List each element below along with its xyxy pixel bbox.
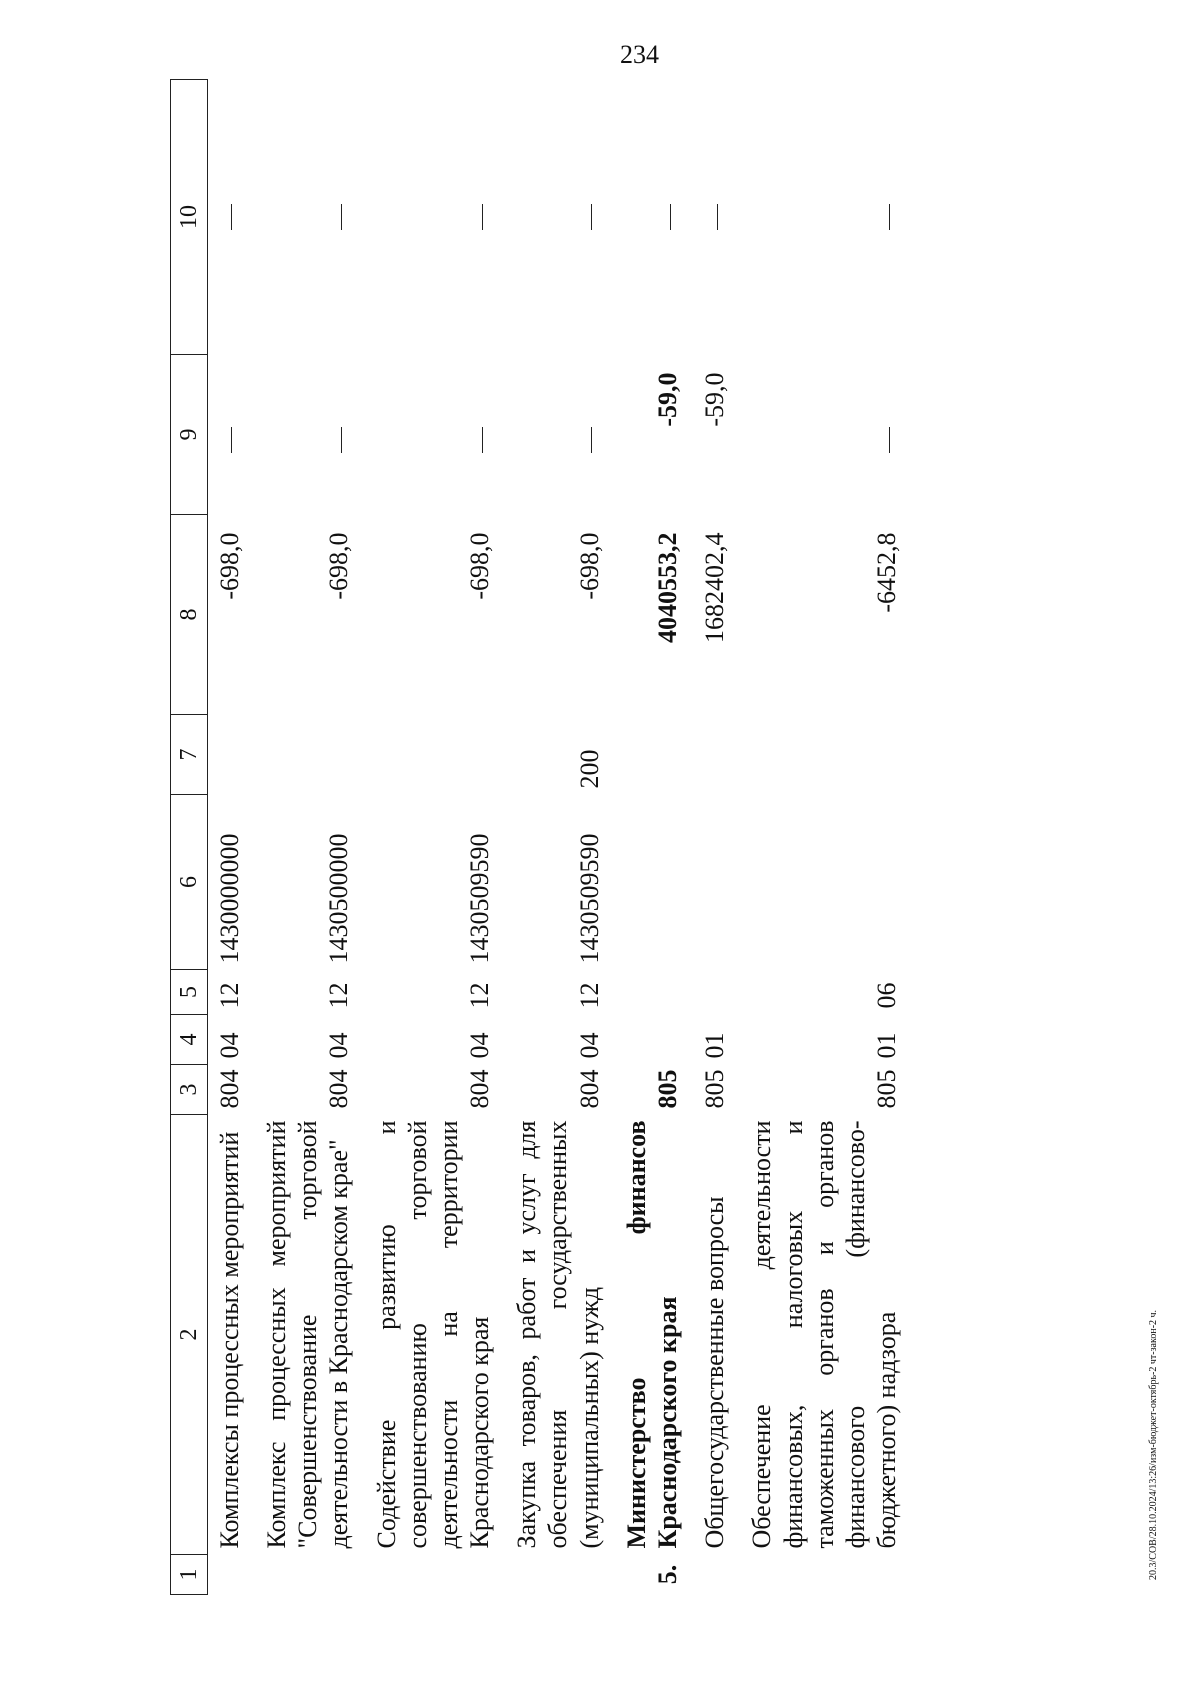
cell-col-2: Комплекс процессных мероприятий "Совершенствование торговой деятельности в Краснодарском крае" (261, 1120, 354, 1549)
dash-mark (341, 428, 342, 454)
header-cell-8: 8 (171, 515, 208, 715)
cell-col-2: Обеспечение деятельности финансовых, налоговых и таможенных органов и органов финансового (финансово-бюджетного) надзора (747, 1120, 902, 1549)
cell-col-5: 12 (324, 982, 354, 1009)
cell-col-10 (730, 80, 902, 355)
cell-col-5 (683, 970, 730, 1015)
cell-col-9 (245, 355, 355, 515)
header-cell-1: 1 (171, 1555, 208, 1595)
table-row (683, 80, 730, 1595)
header-cell-2: 2 (171, 1115, 208, 1555)
cell-col-8: -698,0 (324, 532, 354, 600)
cell-col-5 (605, 970, 683, 1015)
cell-col-3: 805 (872, 1069, 902, 1109)
cell-col-2: Комплексы процессных мероприятий (214, 1131, 244, 1549)
table-row (605, 80, 683, 1595)
cell-col-3: 804 (324, 1069, 354, 1109)
cell-col-1 (495, 1555, 605, 1595)
cell-col-5: 12 (214, 982, 244, 1009)
cell-col-7 (730, 715, 902, 795)
cell-col-3: 804 (574, 1069, 604, 1109)
dash-mark (482, 428, 483, 454)
table-row (495, 80, 605, 1595)
cell-col-2: Закупка товаров, работ и услуг для обеспечения государственных (муниципальных) нужд (512, 1120, 604, 1549)
budget-table (170, 79, 902, 1595)
cell-col-7 (605, 715, 683, 795)
cell-col-8: 4040553,2 (653, 532, 683, 643)
cell-col-7 (207, 715, 245, 795)
cell-col-1 (245, 1555, 355, 1595)
cell-col-4: 01 (700, 1032, 730, 1059)
cell-col-8: -698,0 (465, 532, 495, 600)
cell-col-10 (605, 80, 683, 355)
cell-col-5: 12 (574, 982, 604, 1009)
header-cell-3: 3 (171, 1065, 208, 1115)
header-cell-6: 6 (171, 795, 208, 970)
table-header (171, 80, 208, 1595)
cell-col-4 (605, 1015, 683, 1065)
cell-col-2: Общегосударственные вопросы (700, 1196, 730, 1549)
cell-col-6 (730, 795, 902, 970)
cell-col-4: 04 (465, 1032, 495, 1059)
cell-col-9: -59,0 (653, 372, 683, 427)
cell-col-6: 1430509590 (465, 833, 495, 964)
cell-col-9 (730, 355, 902, 515)
cell-col-7 (683, 715, 730, 795)
cell-col-7: 200 (574, 749, 604, 789)
header-cell-7: 7 (171, 715, 208, 795)
cell-col-3: 805 (653, 1069, 683, 1109)
cell-col-2: Министерство финансов Краснодарского края (621, 1120, 683, 1549)
cell-col-8: -698,0 (574, 532, 604, 600)
cell-col-4: 04 (324, 1032, 354, 1059)
dash-mark (591, 204, 592, 230)
cell-col-6 (605, 795, 683, 970)
cell-col-5: 06 (872, 982, 902, 1009)
document-footer: 20.3/СОВ/28.10.2024/13:26/изм-бюджет-октябрь-2 чт-закон-2 ч. (1148, 1309, 1159, 1580)
dash-mark (670, 204, 671, 230)
cell-col-8: -6452,8 (872, 532, 902, 613)
header-cell-9: 9 (171, 355, 208, 515)
cell-col-7 (245, 715, 355, 795)
cell-col-1 (355, 1555, 496, 1595)
dash-mark (717, 204, 718, 230)
dash-mark (889, 428, 890, 454)
header-cell-5: 5 (171, 970, 208, 1015)
cell-col-4: 04 (214, 1032, 244, 1059)
cell-col-4: 04 (574, 1032, 604, 1059)
cell-col-9 (495, 355, 605, 515)
page-number: 234 (620, 40, 659, 69)
cell-col-7 (355, 715, 496, 795)
table-row (730, 80, 902, 1595)
cell-col-9: -59,0 (700, 372, 730, 427)
table-row (207, 80, 245, 1595)
dash-mark (341, 204, 342, 230)
cell-col-1: 5. (653, 1564, 683, 1585)
table-row (245, 80, 355, 1595)
dash-mark (482, 204, 483, 230)
cell-col-10 (245, 80, 355, 355)
dash-mark (591, 428, 592, 454)
cell-col-5: 12 (465, 982, 495, 1009)
header-cell-4: 4 (171, 1015, 208, 1065)
cell-col-9 (355, 355, 496, 515)
cell-col-10 (495, 80, 605, 355)
cell-col-4: 01 (872, 1032, 902, 1059)
cell-col-8: 1682402,4 (700, 532, 730, 643)
header-row (171, 80, 208, 1595)
cell-col-6: 1430500000 (324, 833, 354, 964)
cell-col-6: 1430000000 (214, 833, 244, 964)
cell-col-1 (683, 1555, 730, 1595)
cell-col-1 (730, 1555, 902, 1595)
cell-col-3: 804 (465, 1069, 495, 1109)
table-row (355, 80, 496, 1595)
dash-mark (231, 204, 232, 230)
cell-col-9 (207, 355, 245, 515)
cell-col-1 (207, 1555, 245, 1595)
cell-col-10 (355, 80, 496, 355)
table-body (207, 80, 902, 1595)
cell-col-10 (683, 80, 730, 355)
cell-col-3: 805 (700, 1069, 730, 1109)
cell-col-10 (207, 80, 245, 355)
rotated-table-container (170, 80, 1070, 1595)
cell-col-6 (683, 795, 730, 970)
cell-col-8: -698,0 (214, 532, 244, 600)
cell-col-6: 1430509590 (574, 833, 604, 964)
cell-col-2: Содействие развитию и совершенствованию торговой деятельности на территории Краснодарского края (371, 1120, 495, 1549)
header-cell-10: 10 (171, 80, 208, 355)
cell-col-3: 804 (214, 1069, 244, 1109)
dash-mark (889, 204, 890, 230)
dash-mark (231, 428, 232, 454)
